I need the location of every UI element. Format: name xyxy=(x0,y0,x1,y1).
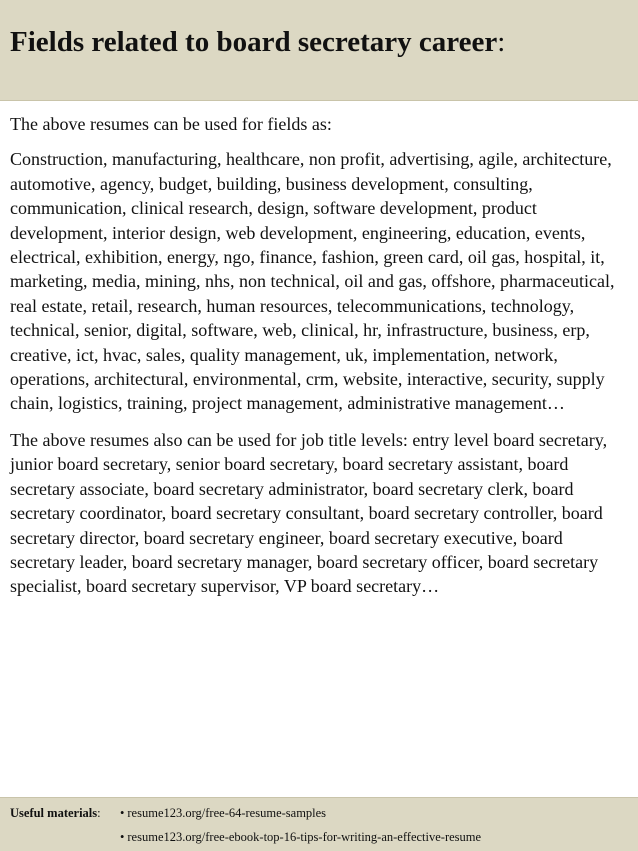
useful-materials-label-text: Useful materials xyxy=(10,806,98,820)
useful-materials-label-colon: : xyxy=(97,806,101,820)
footer-bar xyxy=(0,797,638,851)
page-title-text: Fields related to board secretary career xyxy=(10,26,498,58)
footer-link-item xyxy=(120,830,481,845)
useful-materials-label xyxy=(10,806,101,821)
footer-link-item xyxy=(120,806,326,821)
page-title-colon: : xyxy=(497,26,506,58)
ebook-tips-link[interactable]: resume123.org/free-ebook-top-16-tips-for-writing-an-effective-resume xyxy=(127,830,482,844)
page-title xyxy=(10,26,505,59)
bullet-icon: • xyxy=(120,806,125,820)
fields-list-text: Construction, manufacturing, healthcare, non profit, advertising, agile, architecture, automotive, agency, budget, building, business development, consulting, communication, clinical research, design, software development, product development, interior design, web development, engineering, education, events, electrical, exhibition, energy, ngo, finance, fashion, green card, oil gas, hospital, it, marketing, media, mining, nhs, non technical, oil and gas, offshore, pharmaceutical, real estate, retail, research, human resources, telecommunications, technology, technical, senior, digital, software, web, clinical, hr, infrastructure, business, erp, creative, ict, hvac, sales, quality management, uk, implementation, network, operations, architectural, environmental, crm, website, interactive, security, supply chain, logistics, training, project management, administrative management… xyxy=(10,149,615,414)
job-levels-text: The above resumes also can be used for job title levels: entry level board secretary, junior board secretary, senior board secretary, board secretary assistant, board secretary associate, board secretary administrator, board secretary clerk, board secretary coordinator, board secretary consultant, board secretary controller, board secretary director, board secretary engineer, board secretary executive, board secretary leader, board secretary manager, board secretary officer, board secretary specialist, board secretary supervisor, VP board secretary… xyxy=(10,429,608,597)
header-bar xyxy=(0,0,638,101)
main-content xyxy=(10,112,630,599)
resume-samples-link[interactable]: resume123.org/free-64-resume-samples xyxy=(127,806,327,820)
bullet-icon: • xyxy=(120,830,125,844)
intro-text: The above resumes can be used for fields as: xyxy=(10,114,332,134)
